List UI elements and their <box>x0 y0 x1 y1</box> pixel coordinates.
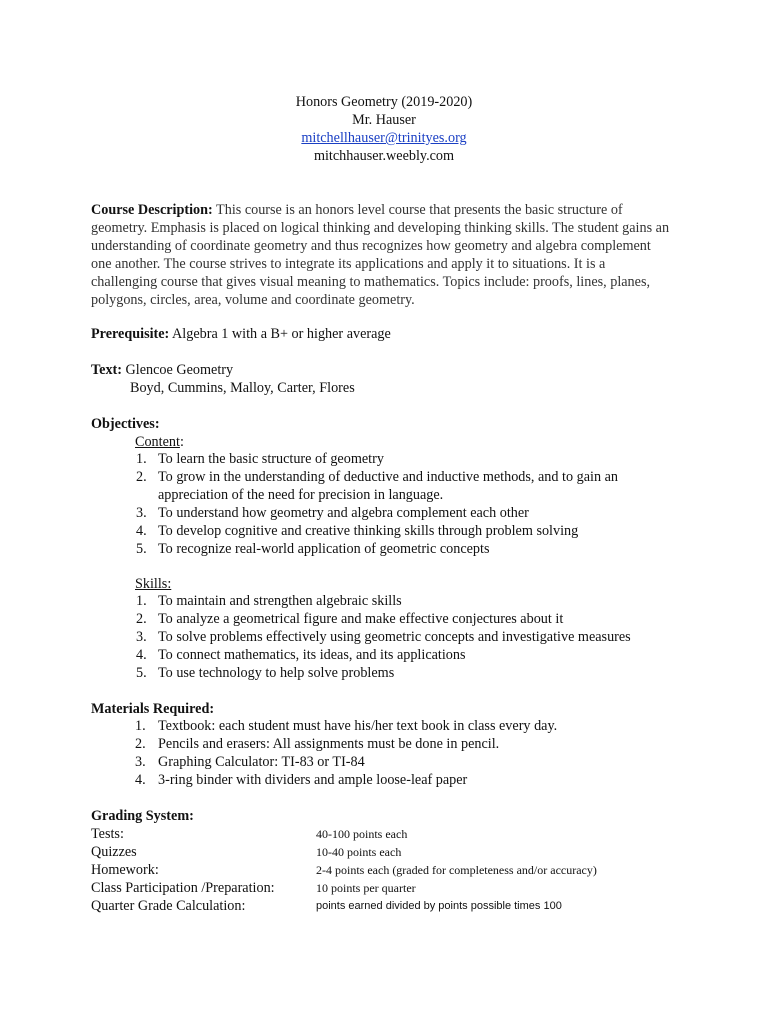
list-number: 1. <box>135 718 146 734</box>
teacher-email-link[interactable]: mitchellhauser@trinityes.org <box>301 130 467 146</box>
grading-row-value: 10-40 points each <box>316 845 402 859</box>
list-number: 2. <box>136 468 147 485</box>
materials-required <box>91 700 671 790</box>
skills-objectives <box>91 575 671 683</box>
list-item-text: Graphing Calculator: TI-83 or TI-84 <box>158 753 365 770</box>
list-item <box>91 541 671 559</box>
grading-row-label: Quizzes <box>91 844 137 860</box>
list-item <box>91 469 671 505</box>
textbook-title: Glencoe Geometry <box>122 362 234 378</box>
prerequisite <box>91 325 671 343</box>
content-label: Content <box>135 434 180 450</box>
list-item <box>91 718 671 736</box>
textbook <box>91 361 671 397</box>
list-item <box>91 647 671 665</box>
course-title: Honors Geometry (2019-2020) <box>295 94 473 110</box>
skills-list <box>91 593 671 683</box>
grading-label: Grading System: <box>91 808 194 824</box>
grading-row <box>91 897 691 915</box>
textbook-label: Text: <box>91 362 122 378</box>
list-item <box>91 754 671 772</box>
list-number: 5. <box>136 664 147 681</box>
list-item-text: To grow in the understanding of deductive and inductive methods, and to gain an appreciation of the need for precision in language. <box>158 468 618 503</box>
grading-row-value: points earned divided by points possible times 100 <box>316 900 562 912</box>
grading-row <box>91 825 691 843</box>
skills-label: Skills: <box>135 576 172 592</box>
list-number: 4. <box>136 522 147 539</box>
list-number: 1. <box>136 593 147 609</box>
list-item-text: To solve problems effectively using geometric concepts and investigative measures <box>158 628 631 645</box>
grading-row <box>91 843 691 861</box>
objectives <box>91 415 671 558</box>
list-item-text: Pencils and erasers: All assignments must be done in pencil. <box>158 735 500 752</box>
list-item <box>91 451 671 469</box>
list-number: 3. <box>135 753 146 770</box>
textbook-authors: Boyd, Cummins, Malloy, Carter, Flores <box>130 380 355 396</box>
grading-row <box>91 861 691 879</box>
objectives-label: Objectives: <box>91 416 160 432</box>
grading-row <box>91 879 691 897</box>
content-label-colon: : <box>179 434 184 450</box>
list-number: 5. <box>136 540 147 557</box>
list-item-text: Textbook: each student must have his/her text book in class every day. <box>158 718 558 734</box>
list-number: 3. <box>136 628 147 645</box>
grading-system-heading-block <box>91 807 671 825</box>
list-item <box>91 736 671 754</box>
materials-label: Materials Required: <box>91 701 215 717</box>
list-item-text: To use technology to help solve problems <box>158 664 395 681</box>
grading-row-label: Class Participation /Preparation: <box>91 880 275 896</box>
list-number: 4. <box>136 646 147 663</box>
prerequisite-text: Algebra 1 with a B+ or higher average <box>169 326 391 342</box>
list-item <box>91 772 671 790</box>
list-item-text: To maintain and strengthen algebraic skills <box>158 593 402 609</box>
list-item-text: To recognize real-world application of geometric concepts <box>158 540 490 557</box>
list-item <box>91 665 671 683</box>
course-description-text: This course is an honors level course that presents the basic structure of geometry. Emphasis is placed on logical thinking and developing thinking skills. The student gains an understanding of coordinate geometry and thus recognizes how geometry and algebra complement one another. The course strives to integrate its applications and apply it to situations. It is a challenging course that gives visual meaning to mathematics. Topics include: proofs, lines, planes, polygons, circles, area, volume and coordinate geometry. <box>91 202 670 308</box>
list-item-text: To analyze a geometrical figure and make effective conjectures about it <box>158 610 564 627</box>
list-number: 1. <box>136 451 147 467</box>
list-item <box>91 611 671 629</box>
course-description-label: Course Description: <box>91 202 213 218</box>
list-number: 4. <box>135 771 146 788</box>
list-item <box>91 523 671 541</box>
teacher-website: mitchhauser.weebly.com <box>313 148 455 164</box>
list-item-text: 3-ring binder with dividers and ample loose-leaf paper <box>158 771 468 788</box>
grading-row-value: 40-100 points each <box>316 827 408 841</box>
list-number: 2. <box>136 610 147 627</box>
list-item-text: To develop cognitive and creative thinking skills through problem solving <box>158 522 579 539</box>
grading-row-value: 10 points per quarter <box>316 881 416 895</box>
list-number: 2. <box>135 735 146 752</box>
teacher-name: Mr. Hauser <box>352 112 416 128</box>
list-item <box>91 505 671 523</box>
grading-row-label: Tests: <box>91 826 124 842</box>
list-item-text: To connect mathematics, its ideas, and its applications <box>158 646 466 663</box>
grading-row-label: Homework: <box>91 862 159 878</box>
list-number: 3. <box>136 504 147 521</box>
list-item <box>91 593 671 611</box>
list-item-text: To learn the basic structure of geometry <box>158 451 384 467</box>
prerequisite-label: Prerequisite: <box>91 326 170 342</box>
grading-row-label: Quarter Grade Calculation: <box>91 898 246 914</box>
list-item <box>91 629 671 647</box>
list-item-text: To understand how geometry and algebra complement each other <box>158 504 529 521</box>
content-objectives-list <box>91 451 671 558</box>
course-header <box>0 93 768 165</box>
course-description <box>91 201 671 309</box>
materials-list <box>91 718 671 790</box>
grading-row-value: 2-4 points each (graded for completeness and/or accuracy) <box>316 863 597 877</box>
